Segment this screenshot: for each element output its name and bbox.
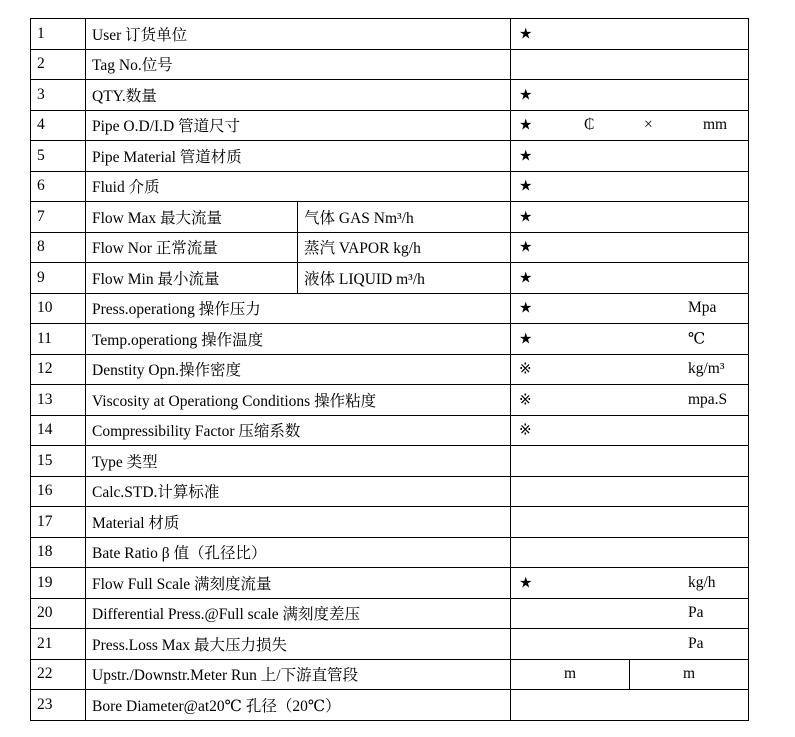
table-row <box>31 690 749 721</box>
required-mark: ★ <box>519 117 533 134</box>
field-label: Upstr./Downstr.Meter Run 上/下游直管段 <box>86 659 511 690</box>
table-row <box>31 232 749 263</box>
table-row <box>31 415 749 446</box>
value-field[interactable] <box>511 354 749 385</box>
value-field[interactable] <box>511 293 749 324</box>
required-mark: ※ <box>519 361 532 378</box>
row-number: 11 <box>31 324 86 355</box>
table-row <box>31 537 749 568</box>
row-number: 2 <box>31 49 86 80</box>
row-number: 17 <box>31 507 86 538</box>
required-mark: ★ <box>519 87 533 104</box>
field-label: User 订货单位 <box>86 19 511 50</box>
field-unit-option: 蒸汽 VAPOR kg/h <box>298 232 511 263</box>
row-number: 6 <box>31 171 86 202</box>
times-symbol: × <box>644 116 653 134</box>
value-field[interactable] <box>511 446 749 477</box>
field-label: Bore Diameter@at20℃ 孔径（20℃） <box>86 690 511 721</box>
specification-table <box>30 18 749 721</box>
table-row <box>31 354 749 385</box>
row-number: 14 <box>31 415 86 446</box>
field-label: QTY.数量 <box>86 80 511 111</box>
row-number: 12 <box>31 354 86 385</box>
row-number: 19 <box>31 568 86 599</box>
row-number: 10 <box>31 293 86 324</box>
value-field[interactable] <box>511 263 749 294</box>
value-field[interactable] <box>511 19 749 50</box>
value-field[interactable] <box>511 507 749 538</box>
row-number: 8 <box>31 232 86 263</box>
row-number: 7 <box>31 202 86 233</box>
required-mark: ★ <box>519 209 533 226</box>
field-label: Compressibility Factor 压缩系数 <box>86 415 511 446</box>
value-field[interactable] <box>511 385 749 416</box>
required-mark: ★ <box>519 26 533 43</box>
value-field[interactable] <box>511 171 749 202</box>
row-number: 23 <box>31 690 86 721</box>
value-field[interactable] <box>511 202 749 233</box>
row-number: 1 <box>31 19 86 50</box>
table-row <box>31 446 749 477</box>
row-number: 13 <box>31 385 86 416</box>
field-unit-option: 气体 GAS Nm³/h <box>298 202 511 233</box>
table-row <box>31 629 749 660</box>
required-mark: ★ <box>519 270 533 287</box>
row-number: 21 <box>31 629 86 660</box>
field-label: Press.Loss Max 最大压力损失 <box>86 629 511 660</box>
required-mark: ★ <box>519 239 533 256</box>
downstream-value-field[interactable]: m <box>630 659 749 690</box>
field-label: Temp.operationg 操作温度 <box>86 324 511 355</box>
unit-label: kg/h <box>688 573 716 591</box>
table-row <box>31 49 749 80</box>
table-row <box>31 171 749 202</box>
value-field[interactable] <box>511 80 749 111</box>
field-label: Differential Press.@Full scale 满刻度差压 <box>86 598 511 629</box>
unit-label: Pa <box>688 604 704 622</box>
field-label: Press.operationg 操作压力 <box>86 293 511 324</box>
value-field[interactable] <box>511 324 749 355</box>
table-row <box>31 19 749 50</box>
value-field[interactable] <box>511 141 749 172</box>
field-label: Flow Max 最大流量 <box>86 202 298 233</box>
table-row <box>31 507 749 538</box>
row-number: 15 <box>31 446 86 477</box>
field-label: Pipe Material 管道材质 <box>86 141 511 172</box>
field-unit-option: 液体 LIQUID m³/h <box>298 263 511 294</box>
field-label: Calc.STD.计算标准 <box>86 476 511 507</box>
field-label: Type 类型 <box>86 446 511 477</box>
field-label: Flow Min 最小流量 <box>86 263 298 294</box>
required-mark: ★ <box>519 300 533 317</box>
field-label: Pipe O.D/I.D 管道尺寸 <box>86 110 511 141</box>
value-field[interactable] <box>511 690 749 721</box>
required-mark: ★ <box>519 575 533 592</box>
unit-label: Mpa <box>688 299 717 317</box>
required-mark: ※ <box>519 422 532 439</box>
table-body <box>31 19 749 721</box>
table-row <box>31 293 749 324</box>
required-mark: ★ <box>519 178 533 195</box>
table-row <box>31 598 749 629</box>
value-field[interactable] <box>511 537 749 568</box>
value-field[interactable] <box>511 568 749 599</box>
upstream-value-field[interactable]: m <box>511 659 630 690</box>
field-label: Viscosity at Operationg Conditions 操作粘度 <box>86 385 511 416</box>
field-label: Bate Ratio β 值（孔径比） <box>86 537 511 568</box>
field-label: Flow Full Scale 满刻度流量 <box>86 568 511 599</box>
field-label: Tag No.位号 <box>86 49 511 80</box>
value-field[interactable] <box>511 598 749 629</box>
table-row <box>31 385 749 416</box>
unit-label: kg/m³ <box>688 360 725 378</box>
row-number: 18 <box>31 537 86 568</box>
table-row <box>31 202 749 233</box>
table-row <box>31 568 749 599</box>
table-row <box>31 476 749 507</box>
field-label: Material 材质 <box>86 507 511 538</box>
field-label: Flow Nor 正常流量 <box>86 232 298 263</box>
row-number: 5 <box>31 141 86 172</box>
table-row <box>31 141 749 172</box>
row-number: 9 <box>31 263 86 294</box>
table-row <box>31 324 749 355</box>
row-number: 3 <box>31 80 86 111</box>
table-row <box>31 263 749 294</box>
value-field[interactable] <box>511 629 749 660</box>
diameter-symbol: ₵ <box>584 116 595 134</box>
value-field[interactable] <box>511 232 749 263</box>
required-mark: ★ <box>519 331 533 348</box>
value-field[interactable] <box>511 49 749 80</box>
row-number: 22 <box>31 659 86 690</box>
unit-label: ℃ <box>688 330 706 348</box>
unit-label: mpa.S <box>688 390 728 408</box>
row-number: 20 <box>31 598 86 629</box>
required-mark: ★ <box>519 148 533 165</box>
value-field[interactable] <box>511 415 749 446</box>
row-number: 4 <box>31 110 86 141</box>
table-row <box>31 659 749 690</box>
unit-label: Pa <box>688 634 704 652</box>
required-mark: ※ <box>519 392 532 409</box>
value-field[interactable] <box>511 476 749 507</box>
table-row <box>31 110 749 141</box>
value-field[interactable] <box>511 110 749 141</box>
unit-label: mm <box>703 116 728 134</box>
field-label: Denstity Opn.操作密度 <box>86 354 511 385</box>
table-row <box>31 80 749 111</box>
field-label: Fluid 介质 <box>86 171 511 202</box>
row-number: 16 <box>31 476 86 507</box>
